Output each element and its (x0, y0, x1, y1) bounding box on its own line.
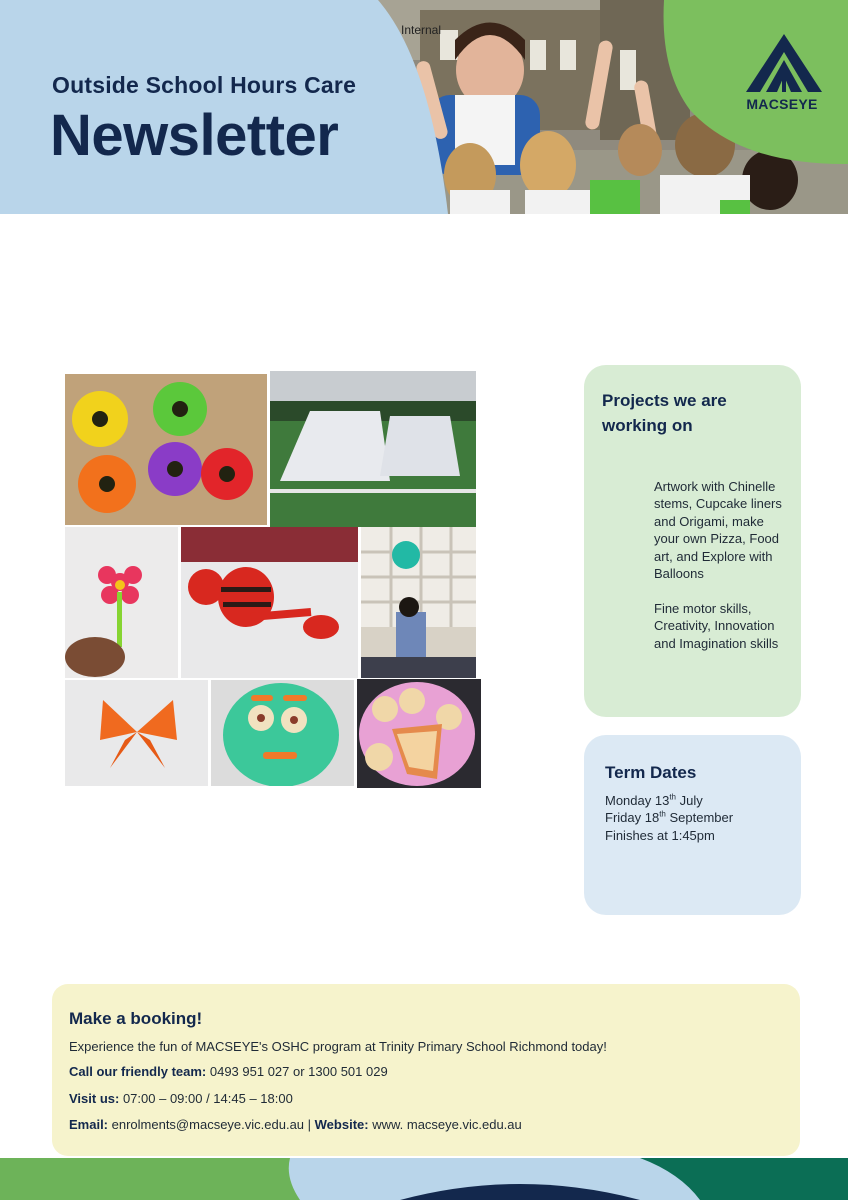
footer-band (0, 1158, 848, 1200)
phone-numbers[interactable]: 0493 951 027 or 1300 501 029 (206, 1064, 388, 1079)
booking-contact: Email: enrolments@macseye.vic.edu.au | Website: www. macseye.vic.edu.au (69, 1117, 522, 1132)
website-link[interactable]: www. macseye.vic.edu.au (368, 1117, 522, 1132)
photo-play-tents (270, 371, 476, 527)
header-subtitle: Outside School Hours Care (52, 72, 357, 98)
photo-homemade-pizzas (357, 679, 481, 788)
booking-phone: Call our friendly team: 0493 951 027 or 1300 501 029 (69, 1064, 388, 1079)
photo-cupcake-liner-flowers (65, 374, 267, 525)
booking-title: Make a booking! (69, 1009, 203, 1028)
email-link[interactable]: enrolments@macseye.vic.edu.au | (108, 1117, 315, 1132)
photo-origami-butterfly (65, 680, 208, 786)
photo-balloon-shelves (361, 527, 476, 678)
term-finish-time: Finishes at 1:45pm (605, 827, 715, 843)
projects-activities: Artwork with Chinelle stems, Cupcake liners and Origami, make your own Pizza, Food art, and Explore with Balloons (654, 479, 782, 582)
photo-food-art-plate (211, 680, 354, 786)
page-title: Newsletter (50, 103, 339, 168)
photo-clay-ladybugs (181, 527, 358, 678)
header-banner (0, 0, 848, 214)
term-start-date: Monday 13th July (605, 792, 703, 808)
internal-label: Internal (401, 23, 442, 37)
term-dates-list (605, 792, 785, 844)
term-dates-title: Term Dates (605, 763, 697, 782)
projects-skills: Fine motor skills, Creativity, Innovation and Imagination skills (654, 600, 779, 651)
photo-pipe-cleaner-flower (65, 527, 178, 678)
booking-intro: Experience the fun of MACSEYE's OSHC program at Trinity Primary School Richmond today! (69, 1039, 607, 1054)
projects-title: Projects we are working on (602, 391, 727, 435)
logo-text: MACSEYE (746, 96, 818, 112)
term-end-date: Friday 18th September (605, 810, 734, 826)
booking-hours: Visit us: 07:00 – 09:00 / 14:45 – 18:00 (69, 1091, 293, 1106)
projects-description (654, 478, 784, 669)
